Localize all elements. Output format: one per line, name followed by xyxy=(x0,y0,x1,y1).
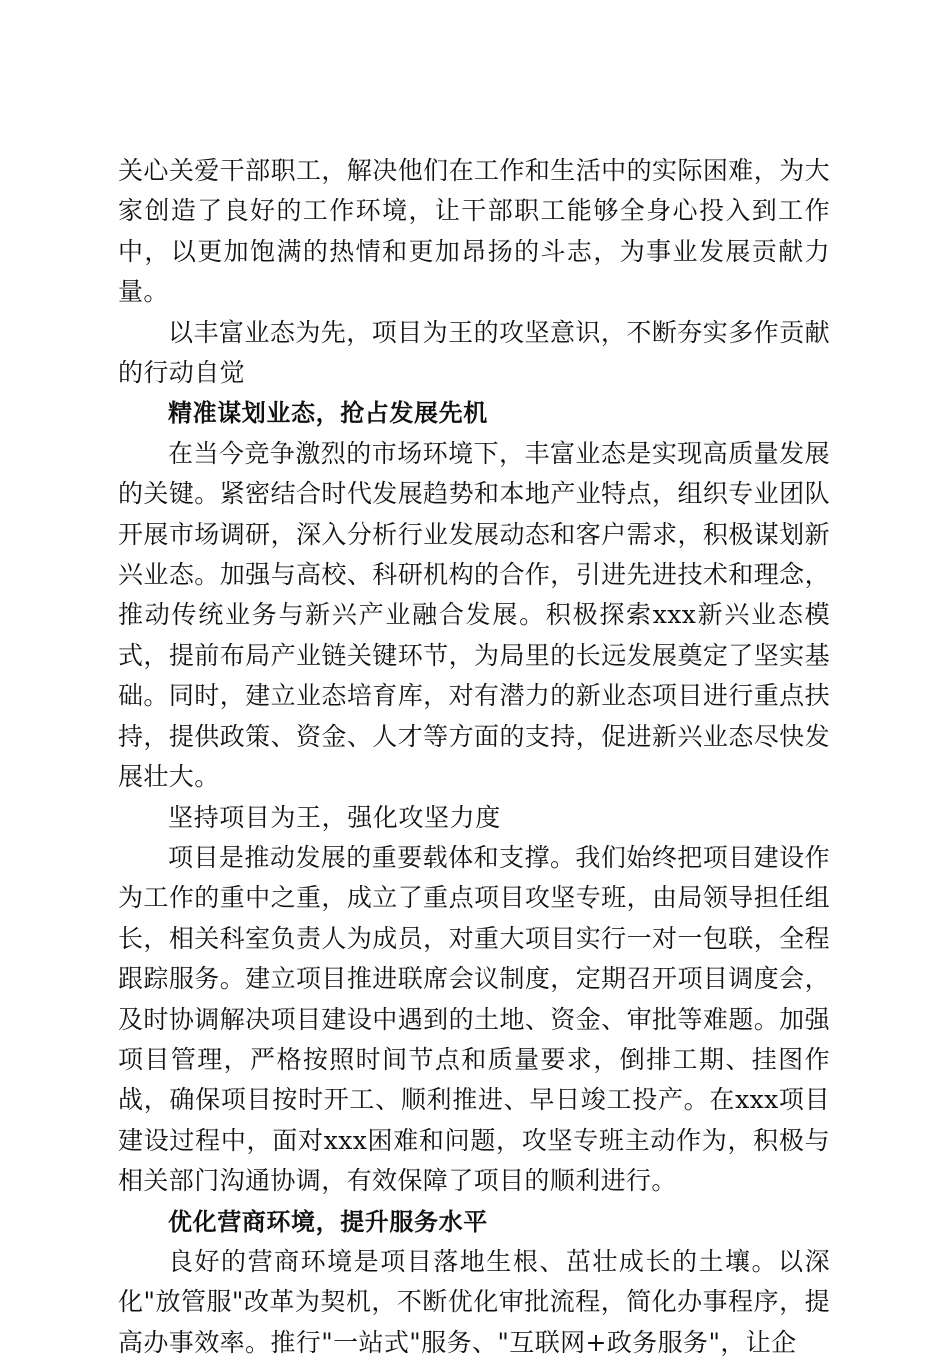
document-body xyxy=(118,151,830,1363)
paragraph-business-environment: 良好的营商环境是项目落地生根、茁壮成长的土壤。以深化"放管服"改革为契机，不断优化审批流程，简化办事程序，提高办事效率。推行"一站式"服务、"互联网+政务服务"，让企 xyxy=(118,1246,830,1357)
heading-project-first: 坚持项目为王，强化攻坚力度 xyxy=(168,802,501,832)
paragraph-section-intro: 以丰富业态为先，项目为王的攻坚意识，不断夯实多作贡献的行动自觉 xyxy=(118,317,830,388)
heading-business-environment: 优化营商环境，提升服务水平 xyxy=(168,1207,488,1236)
paragraph-business-forms: 在当今竞争激烈的市场环境下，丰富业态是实现高质量发展的关键。紧密结合时代发展趋势和本地产业特点，组织专业团队开展市场调研，深入分析行业发展动态和客户需求，积极谋划新兴业态。加强与高校、科研机构的合作，引进先进技术和理念，推动传统业务与新兴产业融合发展。积极探索xxx新兴业态模式，提前布局产业链关键环节，为局里的长远发展奠定了坚实基础。同时，建立业态培育库，对有潜力的新业态项目进行重点扶持，提供政策、资金、人才等方面的支持，促进新兴业态尽快发展壮大。 xyxy=(118,438,830,792)
heading-precise-planning: 精准谋划业态，抢占发展先机 xyxy=(168,399,488,428)
paragraph-project-construction: 项目是推动发展的重要载体和支撑。我们始终把项目建设作为工作的重中之重，成立了重点项目攻坚专班，由局领导担任组长，相关科室负责人为成员，对重大项目实行一对一包联，全程跟踪服务。建立项目推进联席会议制度，定期召开项目调度会，及时协调解决项目建设中遇到的土地、资金、审批等难题。加强项目管理，严格按照时间节点和质量要求，倒排工期、挂图作战，确保项目按时开工、顺利推进、早日竣工投产。在xxx项目建设过程中，面对xxx困难和问题，攻坚专班主动作为，积极与相关部门沟通协调，有效保障了项目的顺利进行。 xyxy=(118,842,830,1196)
paragraph-continuation: 关心关爱干部职工，解决他们在工作和生活中的实际困难，为大家创造了良好的工作环境，让干部职工能够全身心投入到工作中，以更加饱满的热情和更加昂扬的斗志，为事业发展贡献力量。 xyxy=(118,156,830,307)
